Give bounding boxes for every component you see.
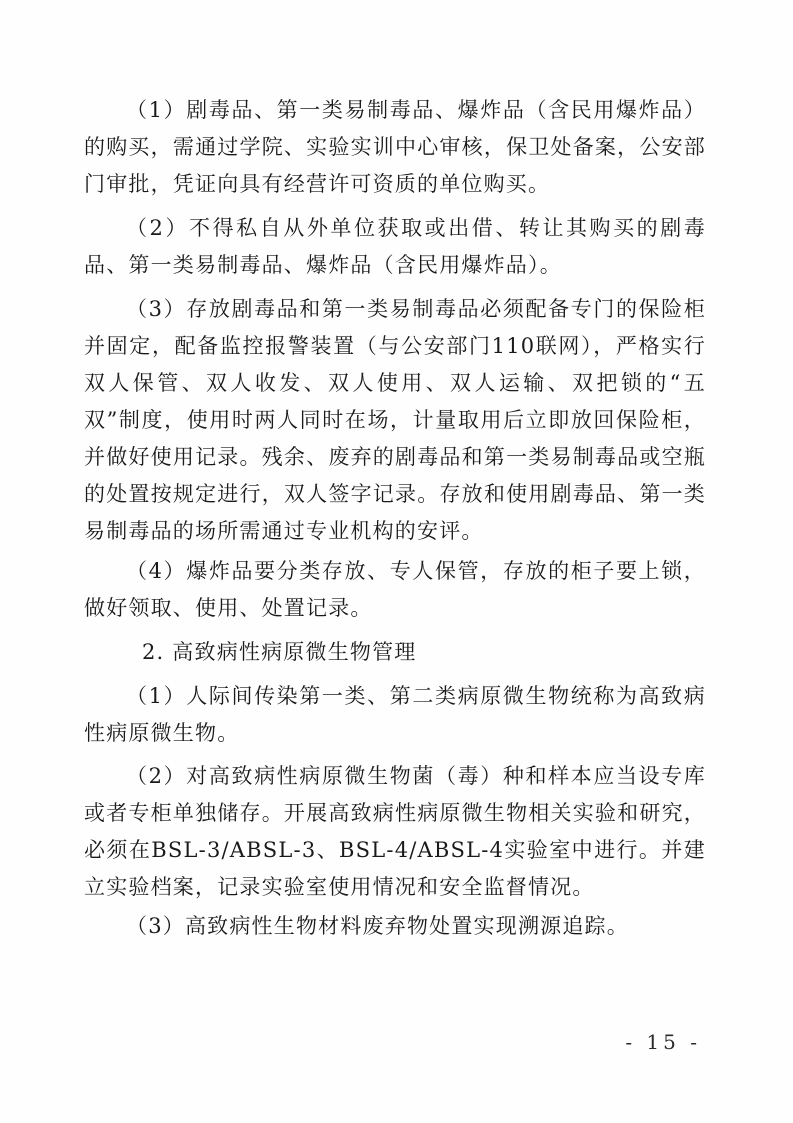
section-heading-pathogen-management: 2. 高致病性病原微生物管理: [142, 640, 417, 664]
page-number: - 15 -: [625, 1030, 701, 1054]
paragraph-toxic-purchase: （1）剧毒品、第一类易制毒品、爆炸品（含民用爆炸品）的购买，需通过学院、实验实训中心审核，保卫处备案，公安部门审批，凭证向具有经营许可资质的单位购买。: [84, 98, 706, 196]
paragraph-no-private-acquisition: （2）不得私自从外单位获取或出借、转让其购买的剧毒品、第一类易制毒品、爆炸品（含民用爆炸品）。: [84, 216, 706, 277]
paragraph-pathogen-definition: （1）人际间传染第一类、第二类病原微生物统称为高致病性病原微生物。: [84, 684, 706, 745]
paragraph-pathogen-storage: （2）对高致病性病原微生物菌（毒）种和样本应当设专库或者专柜单独储存。开展高致病性病原微生物相关实验和研究，必须在BSL-3/ABSL-3、BSL-4/ABSL-4实验室中进行。并建立实验档案，记录实验室使用情况和安全监督情况。: [84, 764, 706, 899]
paragraph-explosives: （4）爆炸品要分类存放、专人保管，存放的柜子要上锁，做好领取、使用、处置记录。: [84, 559, 706, 620]
paragraph-waste-tracking: （3）高致病性生物材料废弃物处置实现溯源追踪。: [126, 914, 629, 938]
paragraph-storage-rules: （3）存放剧毒品和第一类易制毒品必须配备专门的保险柜并固定，配备监控报警装置（与公安部门110联网），严格实行双人保管、双人收发、双人使用、双人运输、双把锁的“五双”制度，使用时两人同时在场，计量取用后立即放回保险柜，并做好使用记录。残余、废弃的剧毒品和第一类易制毒品或空瓶的处置按规定进行，双人签字记录。存放和使用剧毒品、第一类易制毒品的场所需通过专业机构的安评。: [84, 297, 706, 543]
